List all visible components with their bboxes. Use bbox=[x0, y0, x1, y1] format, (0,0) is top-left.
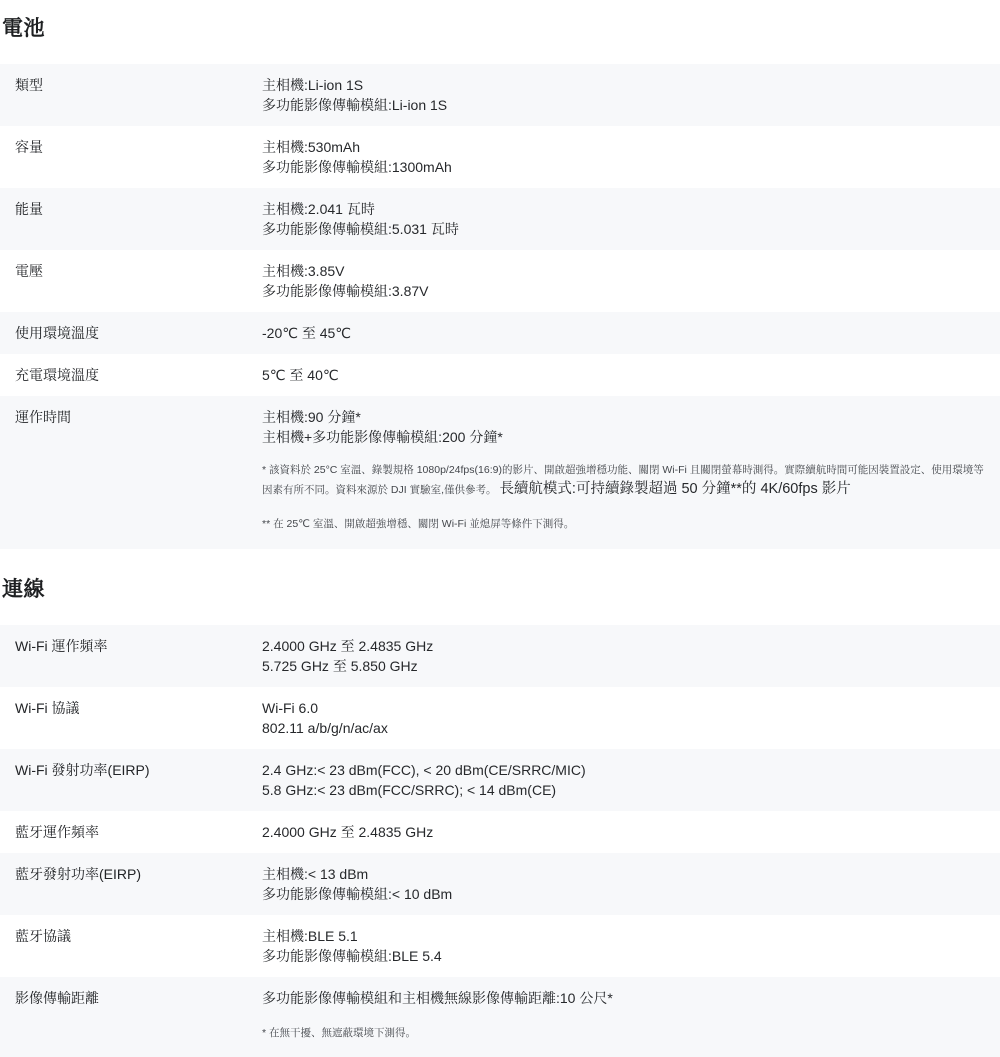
spec-value bbox=[262, 760, 985, 800]
transmission-distance-footnote: * 在無干擾、無遮蔽環境下測得。 bbox=[262, 1027, 417, 1039]
spec-value bbox=[262, 137, 985, 177]
spec-table-connectivity bbox=[0, 625, 1000, 1057]
spec-label: 使用環境溫度 bbox=[15, 325, 99, 341]
spec-value bbox=[262, 365, 985, 385]
spec-value-line: 2.4 GHz:< 23 dBm(FCC), < 20 dBm(CE/SRRC/MIC) bbox=[262, 762, 586, 778]
spec-value bbox=[262, 698, 985, 738]
spec-value-line: 2.4000 GHz 至 2.4835 GHz bbox=[262, 638, 434, 654]
spec-label: 影像傳輸距離 bbox=[15, 990, 99, 1006]
spec-label: 運作時間 bbox=[15, 409, 71, 425]
spec-value-line: 2.4000 GHz 至 2.4835 GHz bbox=[262, 824, 434, 840]
section-connectivity bbox=[0, 549, 1000, 1057]
spec-value bbox=[262, 199, 985, 239]
spec-label: 類型 bbox=[15, 77, 43, 93]
spec-value bbox=[262, 407, 985, 538]
spec-table-battery bbox=[0, 64, 1000, 549]
spec-label: 藍牙協議 bbox=[15, 928, 71, 944]
footnote-small-text: * 該資料於 25°C 室溫、錄製規格 1080p/24fps(16:9)的影片、開啟超強增穩功能、關閉 Wi-Fi 且關閉螢幕時測得。實際續航時間可能因裝置設定、使用環境等因素有所不同。資料來源於 DJI 實驗室,僅供參考。 bbox=[262, 464, 984, 496]
long-endurance-note: 長續航模式:可持續錄製超過 50 分鐘**的 4K/60fps 影片 bbox=[499, 481, 851, 497]
spec-value bbox=[262, 822, 985, 842]
spec-row-wifi-protocol bbox=[0, 687, 1000, 749]
spec-label: Wi-Fi 運作頻率 bbox=[15, 638, 108, 654]
spec-label: Wi-Fi 協議 bbox=[15, 700, 80, 716]
spec-value bbox=[262, 261, 985, 301]
spec-value-line: 主相機:BLE 5.1 bbox=[262, 928, 358, 944]
spec-value-line: 5.8 GHz:< 23 dBm(FCC/SRRC); < 14 dBm(CE) bbox=[262, 782, 557, 798]
spec-value-line: 主相機+多功能影像傳輸模組:200 分鐘* bbox=[262, 429, 503, 445]
spec-value-line: 多功能影像傳輸模組:Li-ion 1S bbox=[262, 97, 448, 113]
spec-value-line: 主相機:Li-ion 1S bbox=[262, 77, 364, 93]
spec-value-line: 多功能影像傳輸模組和主相機無線影像傳輸距離:10 公尺* bbox=[262, 990, 613, 1006]
spec-value-line: 5℃ 至 40℃ bbox=[262, 367, 339, 383]
spec-value-line: 多功能影像傳輸模組:1300mAh bbox=[262, 159, 452, 175]
spec-row-energy bbox=[0, 188, 1000, 250]
spec-value-line: 多功能影像傳輸模組:< 10 dBm bbox=[262, 886, 453, 902]
spec-label: Wi-Fi 發射功率(EIRP) bbox=[15, 762, 150, 778]
spec-value-line: 5.725 GHz 至 5.850 GHz bbox=[262, 658, 418, 674]
spec-row-operating-temp bbox=[0, 312, 1000, 354]
spec-value bbox=[262, 864, 985, 904]
spec-value bbox=[262, 323, 985, 343]
spec-row-operating-time bbox=[0, 396, 1000, 549]
spec-label: 容量 bbox=[15, 139, 43, 155]
spec-row-bluetooth-protocol bbox=[0, 915, 1000, 977]
spec-value bbox=[262, 988, 985, 1046]
spec-value-line: 主相機:3.85V bbox=[262, 263, 345, 279]
spec-value-line: Wi-Fi 6.0 bbox=[262, 700, 318, 716]
operating-time-footnote bbox=[262, 462, 985, 499]
spec-value-line: 主相機:< 13 dBm bbox=[262, 866, 369, 882]
spec-label: 藍牙運作頻率 bbox=[15, 824, 99, 840]
spec-value-line: 802.11 a/b/g/n/ac/ax bbox=[262, 720, 388, 736]
spec-row-type bbox=[0, 64, 1000, 126]
spec-label: 藍牙發射功率(EIRP) bbox=[15, 866, 141, 882]
operating-time-footnote-2: ** 在 25℃ 室溫、開啟超強增穩、關閉 Wi-Fi 並熄屏等條件下測得。 bbox=[262, 518, 575, 530]
spec-row-transmission-distance bbox=[0, 977, 1000, 1057]
spec-value-line: 多功能影像傳輸模組:BLE 5.4 bbox=[262, 948, 442, 964]
spec-row-wifi-frequency bbox=[0, 625, 1000, 687]
spec-value-line: 主相機:530mAh bbox=[262, 139, 361, 155]
spec-value bbox=[262, 636, 985, 676]
spec-value-line: 多功能影像傳輸模組:3.87V bbox=[262, 283, 429, 299]
spec-label: 充電環境溫度 bbox=[15, 367, 99, 383]
spec-value-line: 主相機:2.041 瓦時 bbox=[262, 201, 375, 217]
spec-label: 能量 bbox=[15, 201, 43, 217]
spec-row-voltage bbox=[0, 250, 1000, 312]
spec-value bbox=[262, 75, 985, 115]
spec-value-line: 多功能影像傳輸模組:5.031 瓦時 bbox=[262, 221, 459, 237]
spec-value-line: -20℃ 至 45℃ bbox=[262, 325, 352, 341]
spec-row-charging-temp bbox=[0, 354, 1000, 396]
spec-value-line: 主相機:90 分鐘* bbox=[262, 409, 361, 425]
spec-row-bluetooth-frequency bbox=[0, 811, 1000, 853]
section-title-connectivity: 連線 bbox=[2, 578, 45, 601]
spec-label: 電壓 bbox=[15, 263, 43, 279]
spec-value bbox=[262, 926, 985, 966]
section-title-battery: 電池 bbox=[2, 17, 45, 40]
spec-row-capacity bbox=[0, 126, 1000, 188]
spec-row-bluetooth-eirp bbox=[0, 853, 1000, 915]
spec-row-wifi-eirp bbox=[0, 749, 1000, 811]
